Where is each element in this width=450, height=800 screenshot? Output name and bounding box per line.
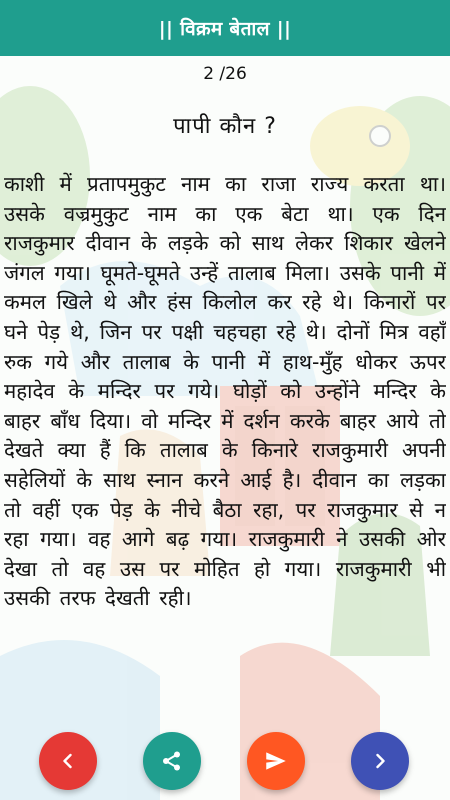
page-counter: 2 /26 bbox=[203, 64, 247, 84]
next-button[interactable] bbox=[351, 732, 409, 790]
chevron-left-icon bbox=[58, 751, 78, 771]
story-body[interactable]: काशी में प्रतापमुकुट नाम का राजा राज्य करता था। उसके वज्रमुकुट नाम का एक बेटा था। एक दिन राजकुमार दीवान के लड़के को साथ लेकर शिकार खेलने जंगल गया। घूमते-घूमते उन्हें तालाब मिला। उसके पानी में कमल खिले थे और हंस किलोल कर रहे थे। किनारों पर घने पेड़ थे, जिन पर पक्षी चहचहा रहे थे। दोनों मित्र वहाँ रुक गये और तालाब के पानी में हाथ-मुँह धोकर ऊपर महादेव के मन्दिर पर गये। घोड़ों को उन्होंने मन्दिर के बाहर बाँध दिया। वो मन्दिर में दर्शन करके बाहर आये तो देखते क्या हैं कि तालाब के किनारे राजकुमारी अपनी सहेलियों के साथ स्नान करने आई है। दीवान का लड़का तो वहीं एक पेड़ के नीचे बैठा रहा, पर राजकुमार से न रहा गया। वह आगे बढ़ गया। राजकुमारी ने उसकी ओर देखा तो वह उस पर मोहित हो गया। राजकुमारी भी उसकी तरफ देखती रही। bbox=[4, 172, 446, 611]
share-icon bbox=[160, 749, 184, 773]
chevron-right-icon bbox=[370, 751, 390, 771]
story-title: पापी कौन ? bbox=[173, 114, 277, 139]
app-header bbox=[0, 0, 450, 56]
previous-button[interactable] bbox=[39, 732, 97, 790]
share-button[interactable] bbox=[143, 732, 201, 790]
app-title: || विक्रम बेताल || bbox=[158, 18, 292, 40]
send-icon bbox=[263, 748, 289, 774]
send-button[interactable] bbox=[247, 732, 305, 790]
